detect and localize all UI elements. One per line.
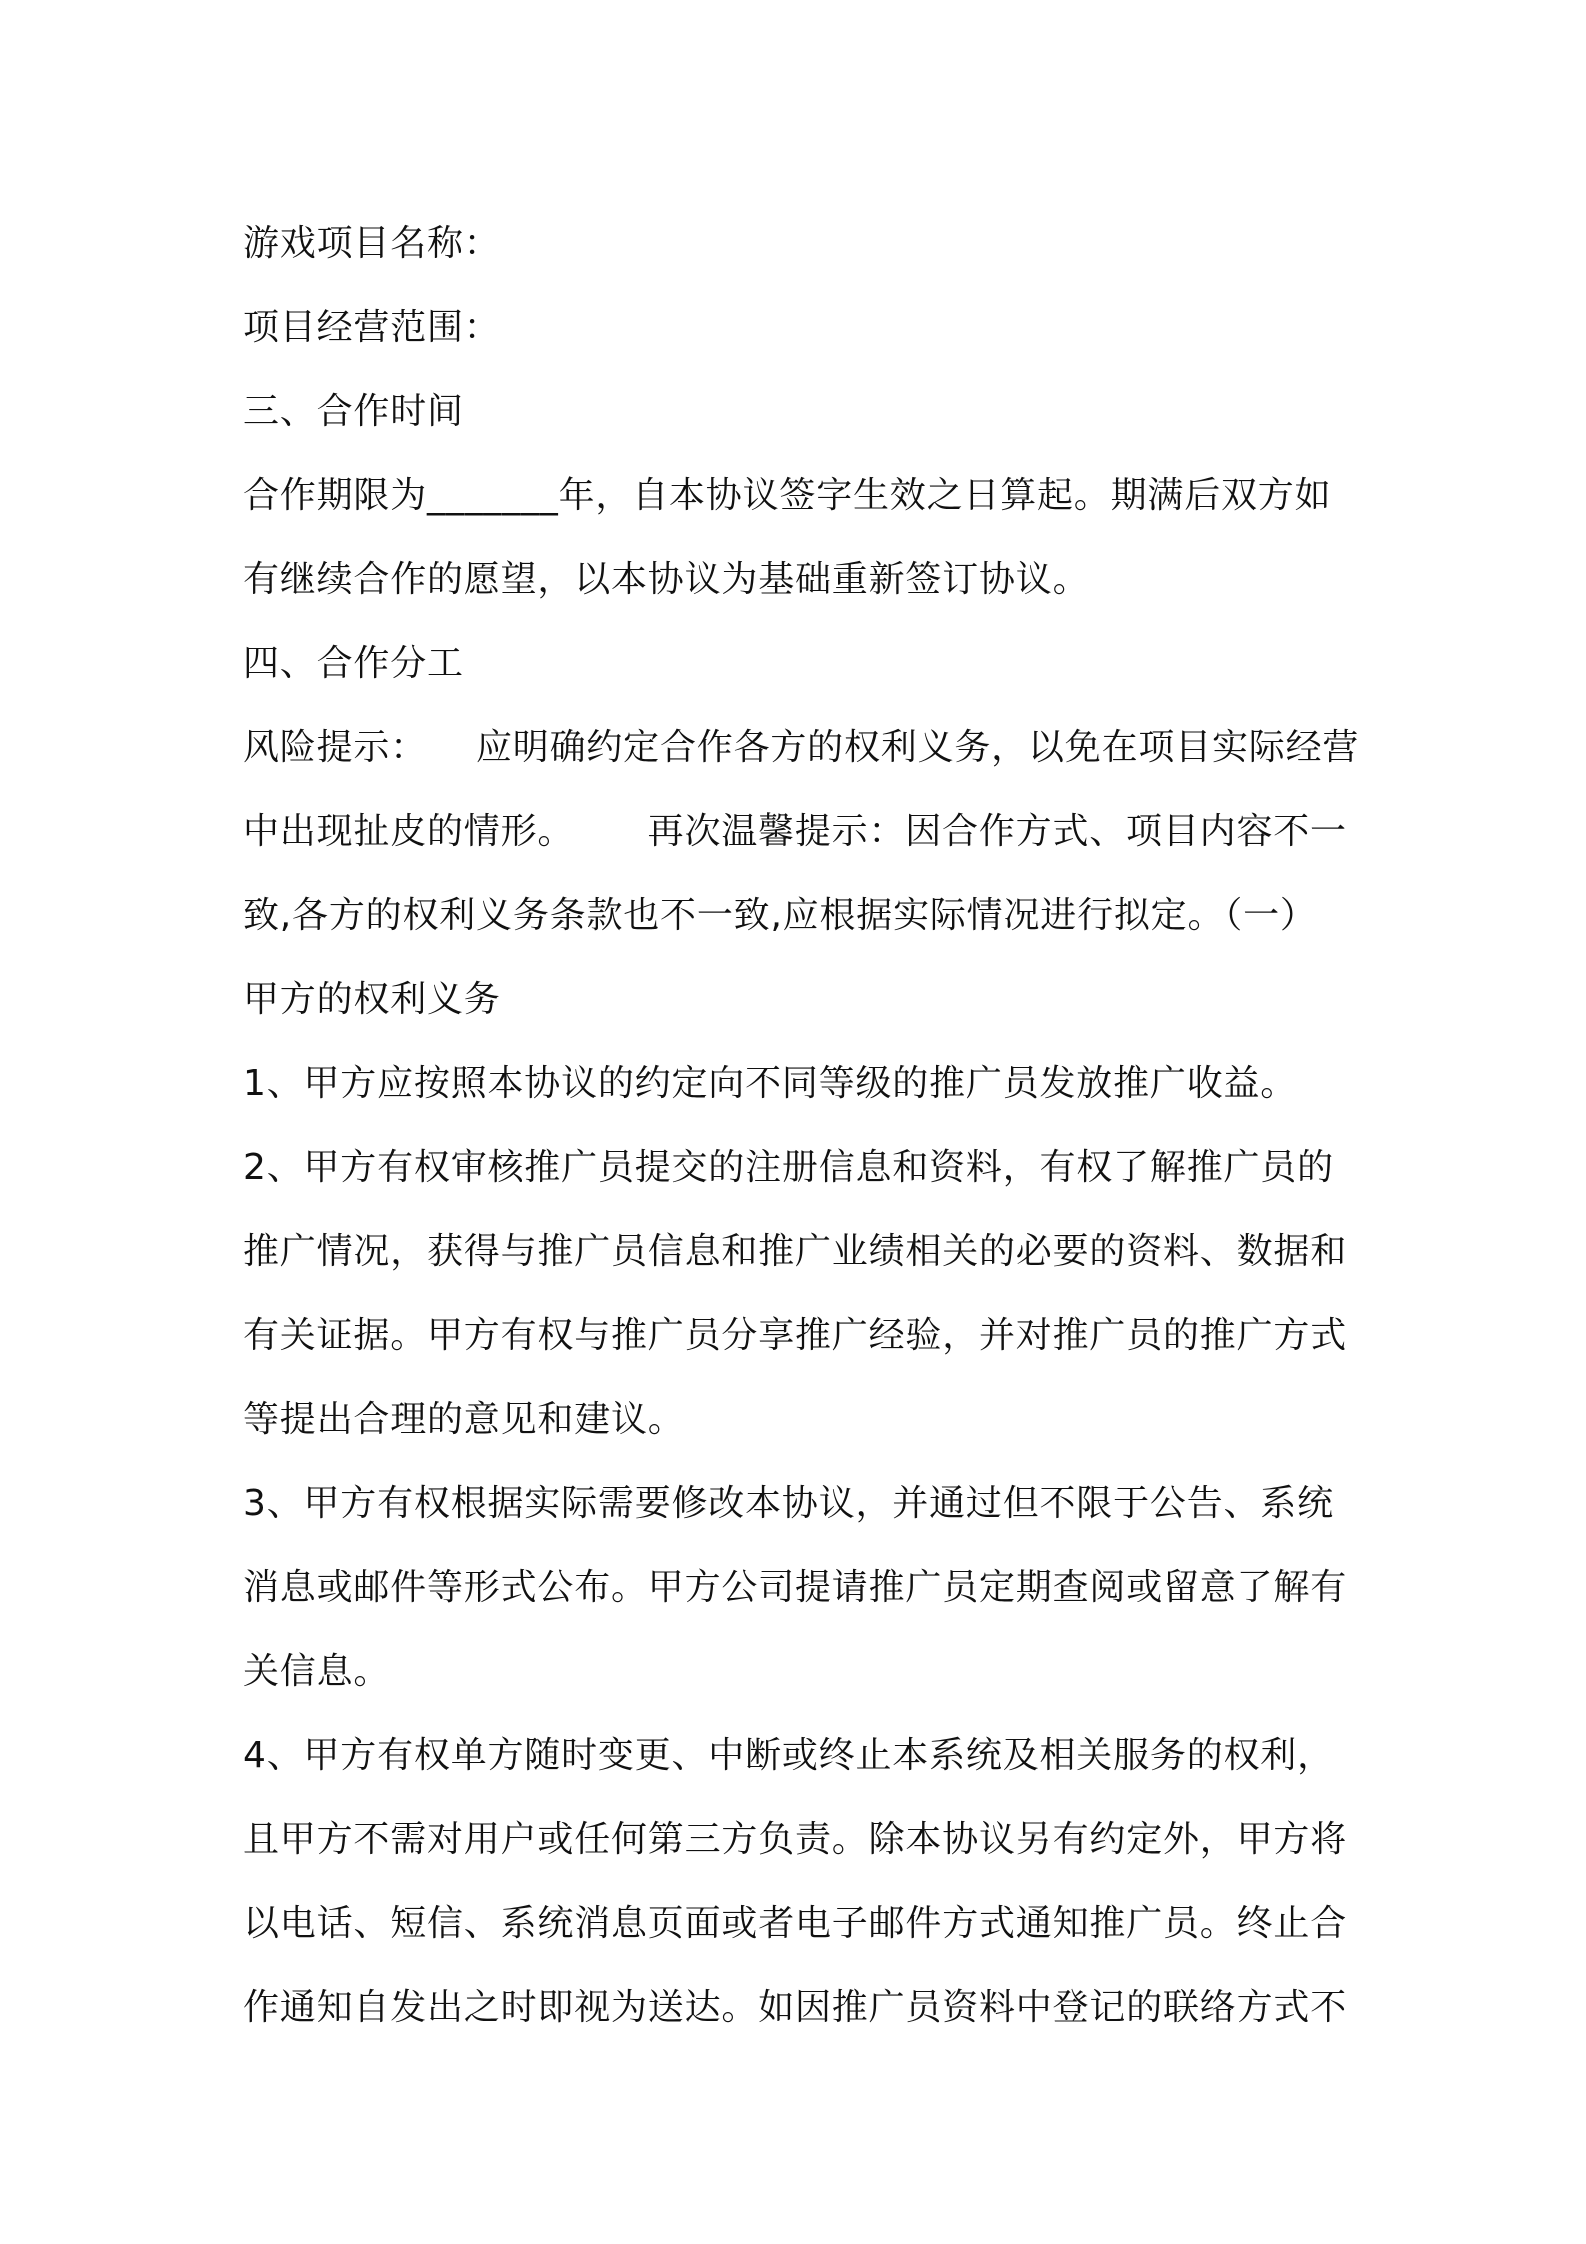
clause-line: 且甲方不需对用户或任何第三方负责。除本协议另有约定外，甲方将 <box>243 1819 1348 1860</box>
clause-line: 2、甲方有权审核推广员提交的注册信息和资料，有权了解推广员的 <box>243 1147 1334 1188</box>
paragraph-line: 致,各方的权利义务条款也不一致,应根据实际情况进行拟定。（一） <box>243 895 1317 936</box>
clause-line: 以电话、短信、系统消息页面或者电子邮件方式通知推广员。终止合 <box>243 1903 1348 1944</box>
subsection-heading-party-a-rights: 甲方的权利义务 <box>243 979 501 1020</box>
clause-line: 作通知自发出之时即视为送达。如因推广员资料中登记的联络方式不 <box>243 1987 1348 2028</box>
clause-line: 4、甲方有权单方随时变更、中断或终止本系统及相关服务的权利， <box>243 1735 1334 1776</box>
field-business-scope: 项目经营范围： <box>243 307 501 348</box>
paragraph-line: 中出现扯皮的情形。 再次温馨提示：因合作方式、项目内容不一 <box>243 811 1347 852</box>
paragraph-line: 合作期限为_______年，自本协议签字生效之日算起。期满后双方如 <box>243 475 1332 516</box>
clause-line: 3、甲方有权根据实际需要修改本协议，并通过但不限于公告、系统 <box>243 1483 1334 1524</box>
clause-line: 消息或邮件等形式公布。甲方公司提请推广员定期查阅或留意了解有 <box>243 1567 1348 1608</box>
field-game-project-name: 游戏项目名称： <box>243 223 501 264</box>
clause-line: 有关证据。甲方有权与推广员分享推广经验，并对推广员的推广方式 <box>243 1315 1348 1356</box>
paragraph-line: 有继续合作的愿望，以本协议为基础重新签订协议。 <box>243 559 1090 600</box>
document-body <box>243 202 1363 2050</box>
section-heading-division-of-work: 四、合作分工 <box>243 643 464 684</box>
clause-line: 1、甲方应按照本协议的约定向不同等级的推广员发放推广收益。 <box>243 1063 1298 1104</box>
clause-line: 等提出合理的意见和建议。 <box>243 1399 685 1440</box>
clause-line: 关信息。 <box>243 1651 391 1692</box>
section-heading-cooperation-time: 三、合作时间 <box>243 391 464 432</box>
paragraph-line: 风险提示： 应明确约定合作各方的权利义务，以免在项目实际经营 <box>243 727 1360 768</box>
clause-line: 推广情况，获得与推广员信息和推广业绩相关的必要的资料、数据和 <box>243 1231 1348 1272</box>
